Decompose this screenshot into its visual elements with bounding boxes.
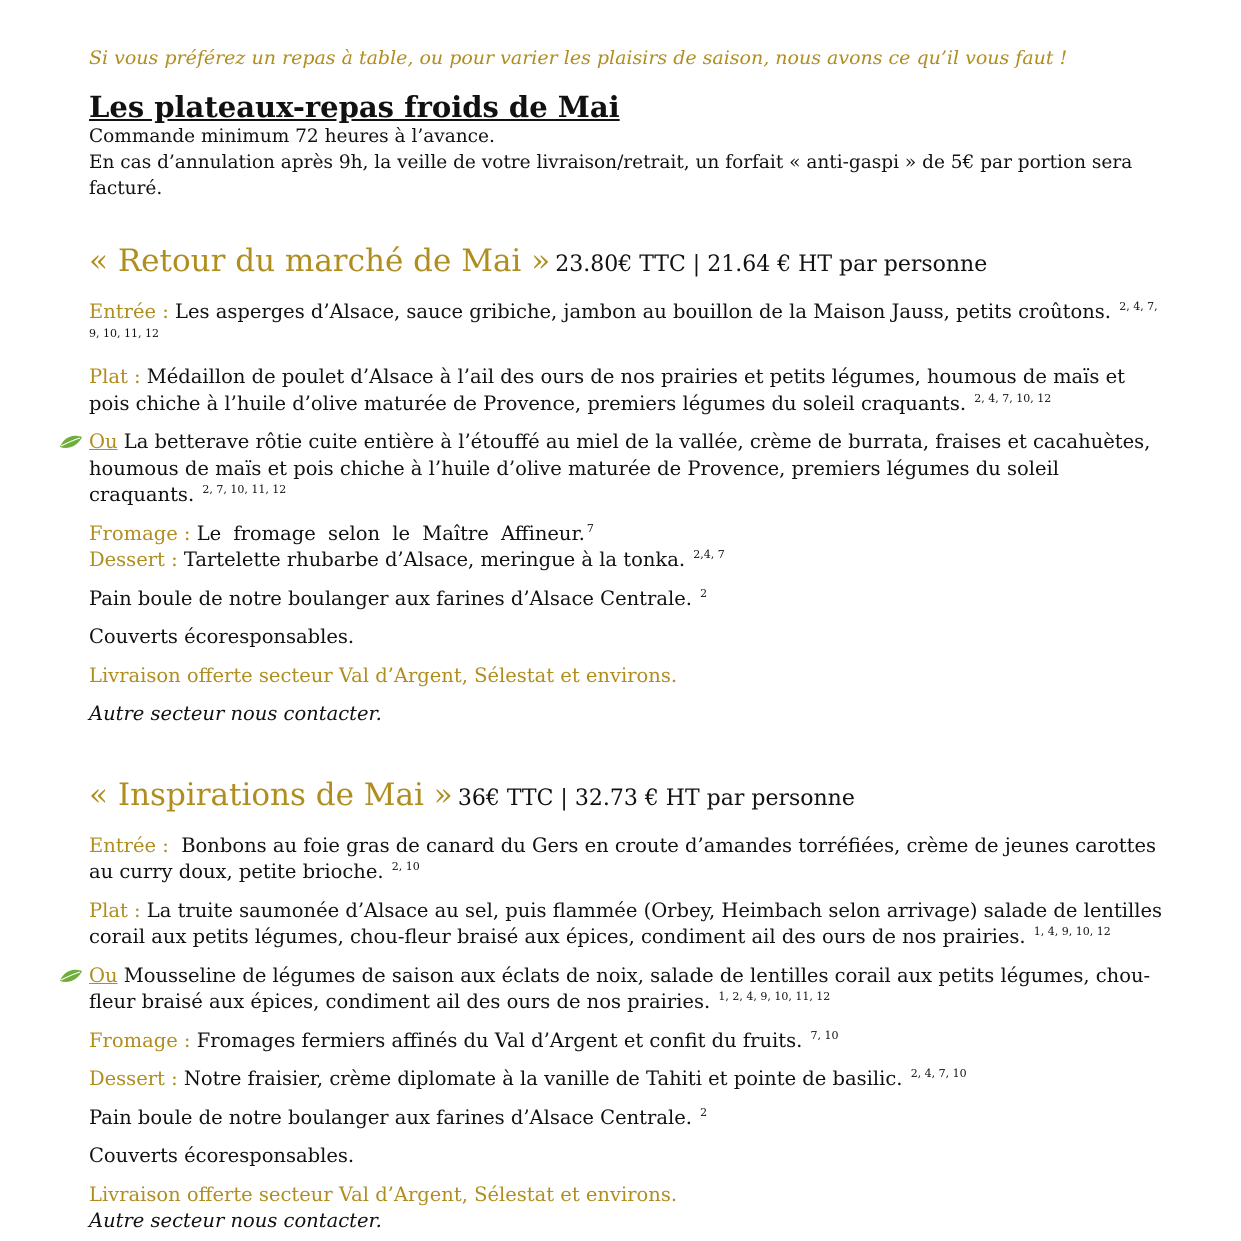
delivery-line: Livraison offerte secteur Val d’Argent, Sélestat et environs.	[89, 663, 678, 687]
bread-text: Pain boule de notre boulanger aux farines d’Alsace Centrale.	[89, 586, 692, 610]
course-dessert	[89, 547, 1169, 574]
course-vegetarian	[89, 963, 1169, 1016]
leaf-icon	[59, 968, 83, 984]
course-fromage	[89, 1028, 1169, 1055]
course-text: Le fromage selon le Maître Affineur.	[196, 521, 585, 545]
course-dessert	[89, 1066, 1169, 1093]
leaf-icon	[59, 434, 83, 450]
allergen-codes: 2, 10	[391, 860, 420, 873]
course-text: Mousseline de légumes de saison aux éclats de noix, salade de lentilles corail aux petits légumes, chou-fleur braisé aux épices, condiment ail des ours de nos prairies.	[89, 963, 1151, 1013]
course-text: Bonbons au foie gras de canard du Gers en croute d’amandes torréfiées, crème de jeunes carottes au curry doux, petite brioche.	[89, 833, 1157, 883]
cutlery-line: Couverts écoresponsables.	[89, 1144, 355, 1167]
course-text: Médaillon de poulet d’Alsace à l’ail des ours de nos prairies et petits légumes, houmous de maïs et pois chiche à l’huile d’olive maturée de Provence, premiers légumes du soleil craquants.	[89, 365, 1126, 415]
menu-title	[89, 774, 1169, 821]
allergen-codes: 2, 4, 7, 10	[910, 1067, 967, 1080]
cancellation-note: En cas d’annulation après 9h, la veille de votre livraison/retrait, un forfait « anti-gaspi » de 5€ par portion sera facturé.	[89, 152, 1133, 199]
cutlery-line: Couverts écoresponsables.	[89, 625, 355, 648]
allergen-codes: 2, 4, 7, 10, 12	[974, 391, 1052, 405]
bread-text: Pain boule de notre boulanger aux farines d’Alsace Centrale.	[89, 1105, 692, 1129]
allergen-codes: 2, 4, 7, 9, 10, 11, 12	[89, 300, 1158, 340]
allergen-codes: 7, 10	[810, 1028, 839, 1042]
contact-line: Autre secteur nous contacter.	[89, 702, 382, 725]
course-label: Fromage :	[89, 521, 191, 545]
course-label: Ou	[89, 963, 118, 987]
allergen-codes: 7	[586, 521, 594, 535]
course-plat	[89, 364, 1169, 417]
course-text: La truite saumonée d’Alsace au sel, puis flammée (Orbey, Heimbach selon arrivage) salade de lentilles corail aux petits légumes, chou-fleur braisé aux épices, condiment ail des ours de nos prairies.	[89, 898, 1163, 948]
course-entree	[89, 833, 1169, 886]
menu-price: 23.80€ TTC | 21.64 € HT par personne	[555, 252, 988, 277]
course-text: La betterave rôtie cuite entière à l’étouffé au miel de la vallée, crème de burrata, fraises et cacahuètes, houmous de maïs et pois chiche à l’huile d’olive maturée de Provence, premiers légumes du soleil craquants.	[89, 430, 1151, 506]
allergen-codes: 2, 7, 10, 11, 12	[202, 483, 287, 496]
menu-title	[89, 240, 1169, 287]
delivery-line: Livraison offerte secteur Val d’Argent, Sélestat et environs.	[89, 1182, 678, 1206]
course-text: Notre fraisier, crème diplomate à la vanille de Tahiti et pointe de basilic.	[183, 1067, 903, 1090]
allergen-codes: 2,4, 7	[693, 548, 725, 561]
allergen-codes: 1, 2, 4, 9, 10, 11, 12	[718, 990, 831, 1003]
allergen-codes: 1, 4, 9, 10, 12	[1033, 925, 1111, 938]
bread-line	[89, 1105, 1169, 1132]
menu-name: « Inspirations de Mai »	[89, 776, 453, 813]
course-label: Plat :	[89, 898, 141, 922]
course-label: Fromage :	[89, 1028, 191, 1052]
contact-line: Autre secteur nous contacter.	[89, 1209, 382, 1232]
page-title: Les plateaux-repas froids de Mai	[89, 90, 620, 124]
course-label: Ou	[89, 430, 118, 453]
course-entree	[89, 299, 1169, 352]
menu-retour-du-marche	[89, 240, 1169, 728]
course-label: Entrée :	[89, 300, 169, 323]
course-label: Dessert :	[89, 548, 178, 571]
course-text: Fromages fermiers affinés du Val d’Argent et confit du fruits.	[196, 1028, 803, 1052]
course-text: Les asperges d’Alsace, sauce gribiche, jambon au bouillon de la Maison Jauss, petits croûtons.	[175, 300, 1111, 323]
bread-line	[89, 586, 1169, 613]
menu-inspirations	[89, 774, 1169, 1235]
allergen-codes: 2	[700, 586, 708, 600]
order-note: Commande minimum 72 heures à l’avance.	[89, 126, 495, 147]
course-label: Plat :	[89, 365, 141, 388]
menu-price: 36€ TTC | 32.73 € HT par personne	[457, 785, 855, 811]
course-label: Dessert :	[89, 1067, 178, 1090]
course-fromage	[89, 521, 1169, 548]
allergen-codes: 2	[700, 1105, 708, 1119]
course-text: Tartelette rhubarbe d’Alsace, meringue à la tonka.	[183, 548, 686, 571]
menu-document	[89, 44, 1169, 1235]
course-vegetarian	[89, 429, 1169, 509]
intro-text: Si vous préférez un repas à table, ou pour varier les plaisirs de saison, nous avons ce qu’il vous faut !	[89, 47, 1068, 69]
menu-name: « Retour du marché de Mai »	[89, 243, 551, 279]
course-label: Entrée :	[89, 833, 169, 857]
course-plat	[89, 898, 1169, 951]
